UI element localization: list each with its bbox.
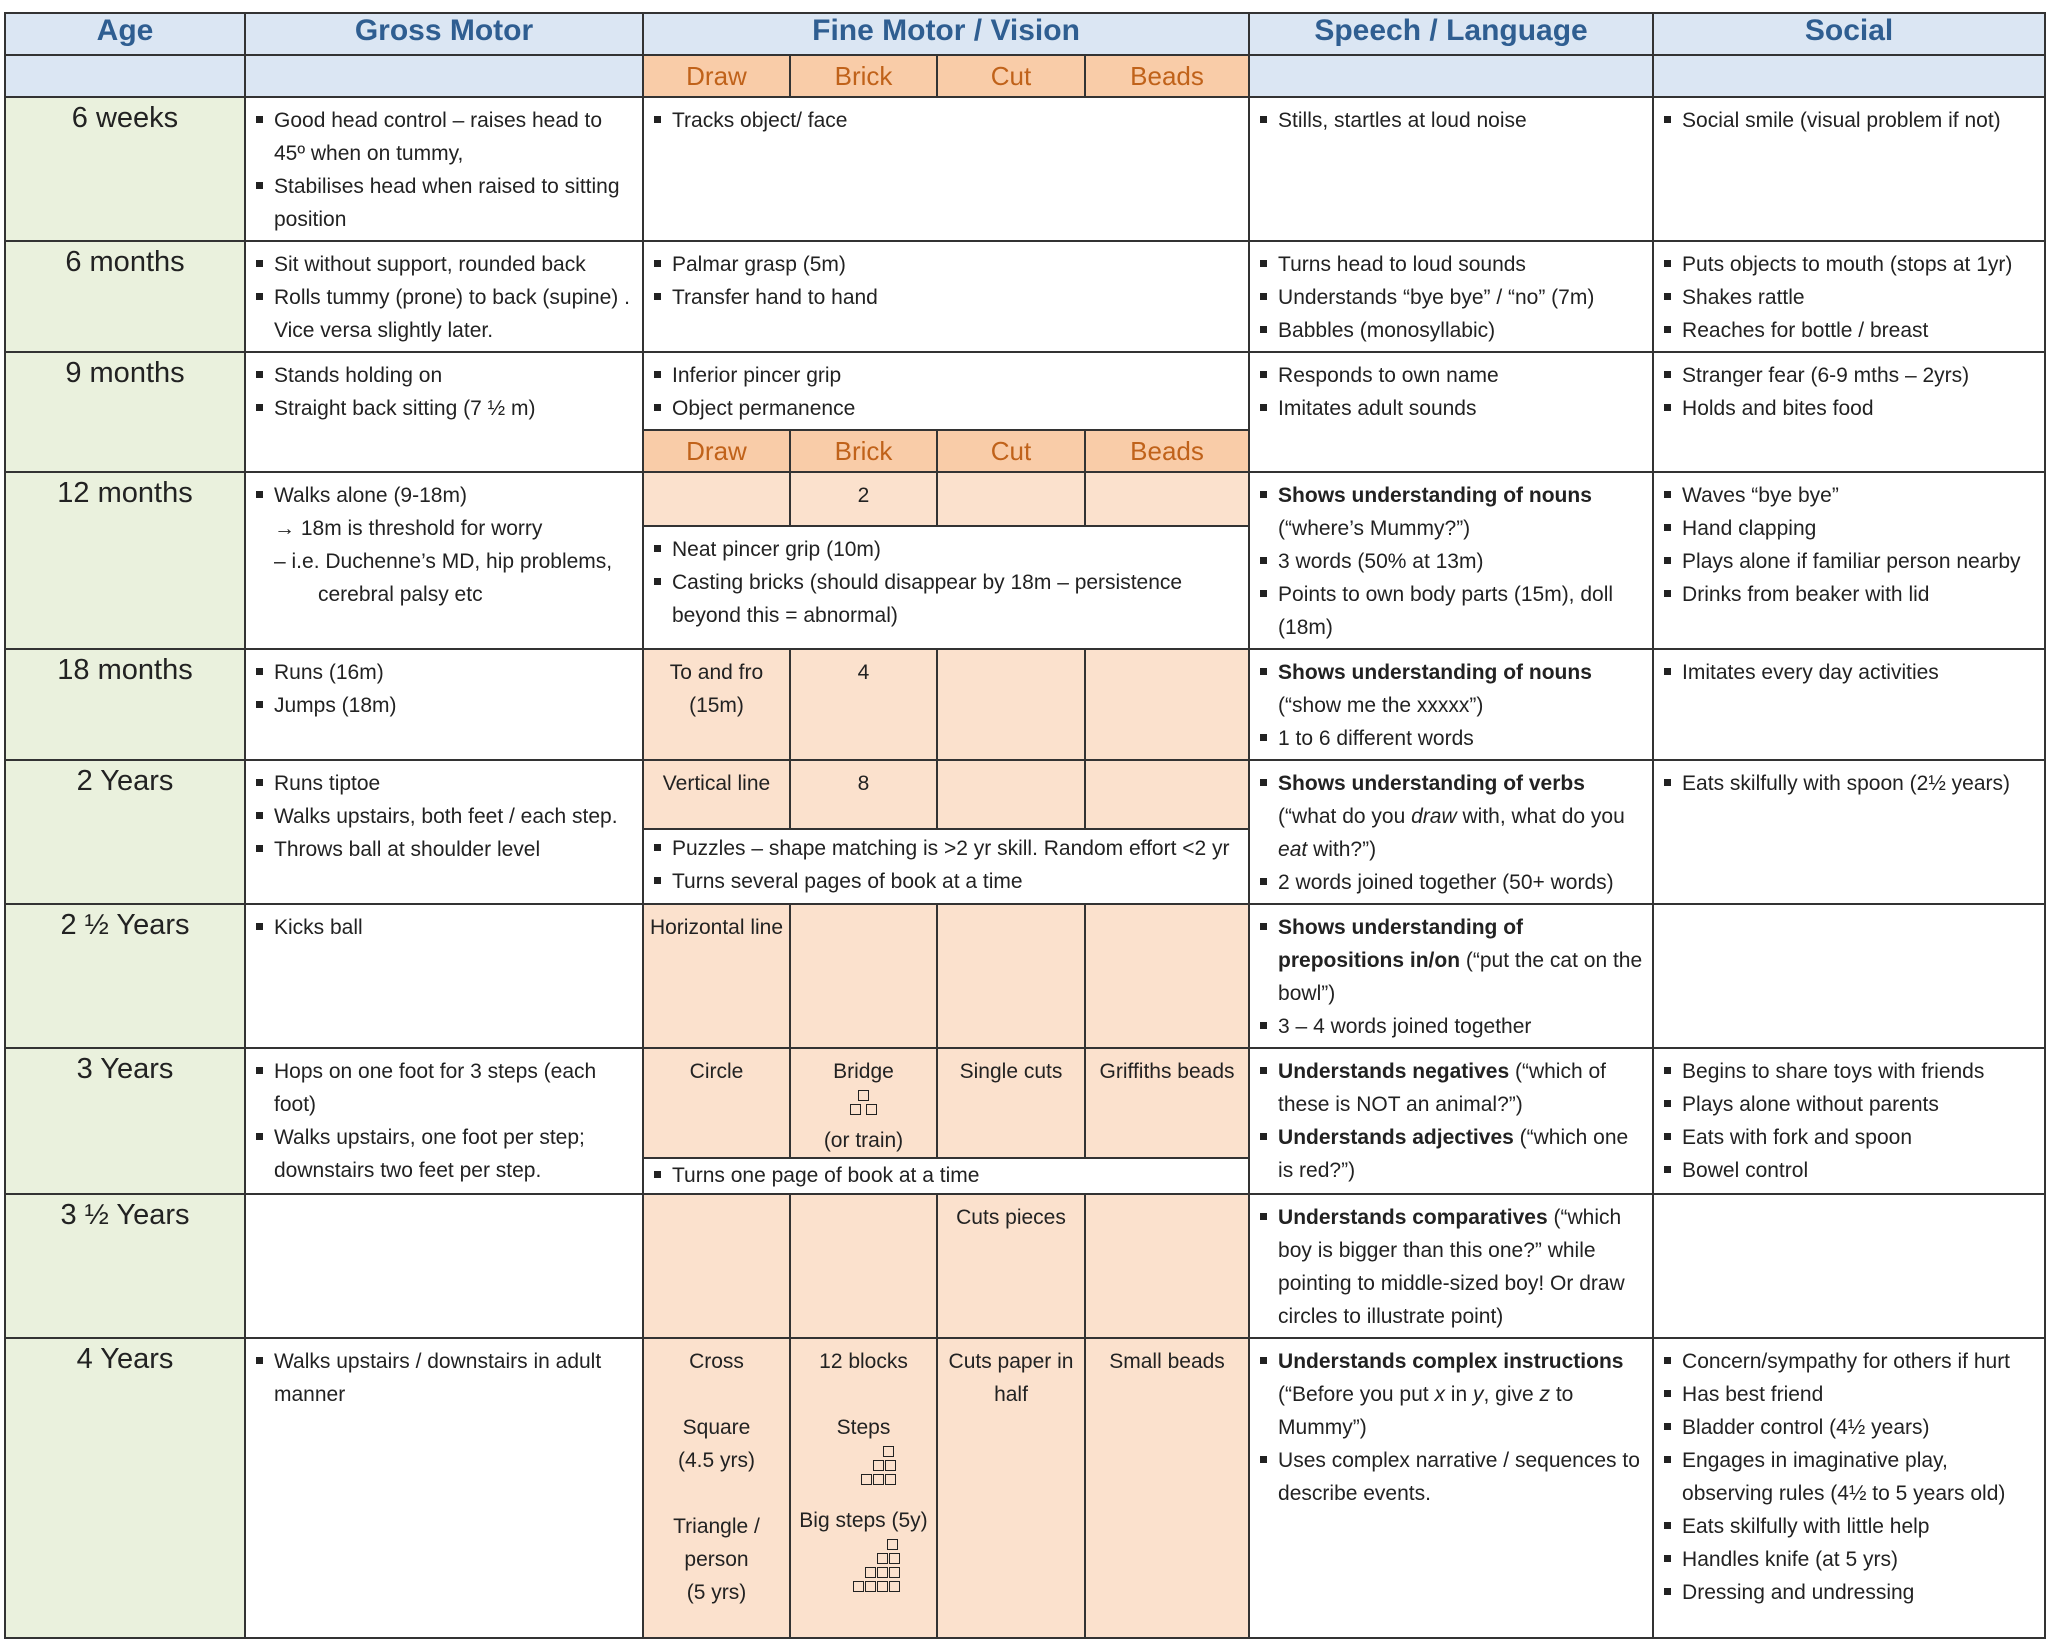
speech-emphasis: Shows understanding of nouns [1278,484,1592,507]
list-item: Puzzles – shape matching is >2 yr skill. Random effort <2 yr [654,832,1242,865]
steps-blocks-icon [849,1444,909,1494]
speech-emphasis: Understands comparatives [1278,1206,1548,1229]
list-item: Neat pincer grip (10m) [654,533,1242,566]
list-item: Puts objects to mouth (stops at 1yr) [1664,248,2038,281]
list-item: Uses complex narrative / sequences to describe events. [1260,1444,1646,1510]
subheader-brick: Brick [790,430,937,472]
beads-cell [1085,649,1249,760]
social-cell [1653,241,2045,352]
subheader-blank-gross [245,55,643,97]
brick-cell [790,904,937,1048]
list-item: Rolls tummy (prone) to back (supine) . Vice versa slightly later. [256,281,636,347]
speech-italic: x [1434,1383,1445,1406]
gross-cell [245,97,643,241]
list-item: Dressing and undressing [1664,1576,2038,1609]
list-item: Casting bricks (should disappear by 18m – persistence beyond this = abnormal) [654,566,1242,632]
list-item: Imitates every day activities [1664,656,2038,689]
note-text: → 18m is threshold for worry [274,517,543,540]
header-speech: Speech / Language [1249,13,1653,55]
speech-text: with?”) [1307,838,1377,861]
gross-cell [245,472,643,649]
list-item: Tracks object/ face [654,104,1242,137]
brick-label: (or train) [823,1129,904,1152]
list-item: Plays alone if familiar person nearby [1664,545,2038,578]
list-item [1260,1055,1646,1121]
list-item: Walks upstairs, one foot per step; downstairs two feet per step. [256,1121,636,1187]
list-item: Stranger fear (6-9 mths – 2yrs) [1664,359,2038,392]
speech-text: (“where’s Mummy?”) [1278,517,1471,540]
list-item: 3 words (50% at 13m) [1260,545,1646,578]
list-item: Drinks from beaker with lid [1664,578,2038,611]
list-item: Understands “bye bye” / “no” (7m) [1260,281,1646,314]
speech-cell [1249,1194,1653,1338]
row-3-years [5,1048,2045,1158]
brick-cell [790,1338,937,1638]
draw-cell [643,1194,790,1338]
gross-cell [245,241,643,352]
draw-label: Triangle / [673,1515,760,1538]
list-item: Engages in imaginative play, observing rules (4½ to 5 years old) [1664,1444,2038,1510]
note-text: – i.e. Duchenne’s MD, hip problems, [274,550,613,573]
list-item [1260,1121,1646,1187]
list-item [1260,767,1646,866]
beads-cell [1085,760,1249,829]
draw-label: Square [682,1416,751,1439]
speech-italic: y [1472,1383,1484,1406]
list-item: Walks upstairs / downstairs in adult manner [256,1345,636,1411]
age-cell: 2 Years [5,760,245,904]
beads-cell: Small beads [1085,1338,1249,1638]
row-18-months [5,649,2045,760]
cut-cell [937,904,1085,1048]
list-item: Kicks ball [256,911,636,944]
gross-cell [245,352,643,472]
list-item: Palmar grasp (5m) [654,248,1242,281]
list-item: Throws ball at shoulder level [256,833,636,866]
age-cell: 2 ½ Years [5,904,245,1048]
list-item: Holds and bites food [1664,392,2038,425]
cut-cell: Cuts pieces [937,1194,1085,1338]
draw-label: (5 yrs) [686,1581,747,1604]
list-item [1260,1201,1646,1333]
list-item: Object permanence [654,392,1242,425]
bridge-blocks-icon [844,1088,884,1118]
list-item: Turns several pages of book at a time [654,865,1242,898]
list-item: Good head control – raises head to 45º when on tummy, [256,104,636,170]
list-item: Bowel control [1664,1154,2038,1187]
brick-cell [790,1194,937,1338]
social-cell [1653,1194,2045,1338]
speech-emphasis: Understands negatives [1278,1060,1510,1083]
list-item: Stabilises head when raised to sitting position [256,170,636,236]
list-item [1260,479,1646,545]
subheader-draw: Draw [643,55,790,97]
draw-cell: Horizontal line [643,904,790,1048]
list-item [1260,1345,1646,1444]
cut-cell: Single cuts [937,1048,1085,1158]
draw-label: person [684,1548,749,1571]
age-cell: 3 ½ Years [5,1194,245,1338]
list-item: Stands holding on [256,359,636,392]
social-cell [1653,649,2045,760]
subheader-brick: Brick [790,55,937,97]
subheader-cut: Cut [937,55,1085,97]
gross-cell [245,1048,643,1194]
beads-cell [1085,1194,1249,1338]
draw-cell: Vertical line [643,760,790,829]
speech-emphasis: Shows understanding of nouns [1278,661,1592,684]
list-item: Waves “bye bye” [1664,479,2038,512]
header-fine-motor: Fine Motor / Vision [643,13,1249,55]
subheader-draw: Draw [643,430,790,472]
row-6-weeks [5,97,2045,241]
subheader-beads: Beads [1085,430,1249,472]
developmental-milestones-table [4,12,2046,1639]
age-cell: 18 months [5,649,245,760]
speech-text: (“which of these is NOT an animal?”) [1278,1060,1606,1116]
beads-cell: Griffiths beads [1085,1048,1249,1158]
gross-cell [245,760,643,904]
brick-cell: 2 [790,472,937,526]
speech-text: , give [1483,1383,1540,1406]
speech-cell [1249,649,1653,760]
list-item: Social smile (visual problem if not) [1664,104,2038,137]
row-4-years [5,1338,2045,1638]
list-item: Has best friend [1664,1378,2038,1411]
list-item: Bladder control (4½ years) [1664,1411,2038,1444]
list-item: Imitates adult sounds [1260,392,1646,425]
fine-cell [643,97,1249,241]
social-cell [1653,97,2045,241]
social-cell [1653,1338,2045,1638]
fine-cell [643,829,1249,904]
draw-cell [643,1338,790,1638]
speech-text: (“which one is red?”) [1278,1126,1629,1182]
list-item: Turns one page of book at a time [654,1159,1242,1192]
social-cell [1653,904,2045,1048]
big-steps-blocks-icon [839,1537,909,1611]
social-cell [1653,1048,2045,1194]
speech-italic: eat [1278,838,1308,861]
speech-text: (“what do you [1278,805,1412,828]
social-cell [1653,472,2045,649]
speech-cell [1249,472,1653,649]
speech-text: with, what do you [1456,805,1625,828]
row-12-months [5,472,2045,526]
list-item: Reaches for bottle / breast [1664,314,2038,347]
subheader-cut: Cut [937,430,1085,472]
list-item: Hops on one foot for 3 steps (each foot) [256,1055,636,1121]
social-cell [1653,352,2045,472]
speech-italic: z [1539,1383,1551,1406]
list-item: 3 – 4 words joined together [1260,1010,1646,1043]
draw-cell [643,472,790,526]
beads-cell [1085,472,1249,526]
brick-cell [790,1048,937,1158]
beads-cell [1085,904,1249,1048]
brick-label: 12 blocks [819,1350,908,1373]
speech-italic: draw [1411,805,1457,828]
list-item [1260,656,1646,722]
speech-text: (“which boy is bigger than this one?” while pointing to middle-sized boy! Or draw circles to illustrate point) [1278,1206,1625,1328]
speech-cell [1249,904,1653,1048]
list-item: Concern/sympathy for others if hurt [1664,1345,2038,1378]
header-age: Age [5,13,245,55]
fine-cell [643,526,1249,649]
fine-cell [643,241,1249,352]
header-social: Social [1653,13,2045,55]
speech-emphasis: Shows understanding of verbs [1278,772,1585,795]
draw-cell: Circle [643,1048,790,1158]
list-item: Eats skilfully with little help [1664,1510,2038,1543]
age-cell: 6 weeks [5,97,245,241]
list-item: Transfer hand to hand [654,281,1242,314]
list-item: Jumps (18m) [256,689,636,722]
cut-cell: Cuts paper in half [937,1338,1085,1638]
row-2-half-years [5,904,2045,1048]
age-cell: 12 months [5,472,245,649]
list-item: Plays alone without parents [1664,1088,2038,1121]
speech-text: to Mummy”) [1278,1383,1574,1439]
header-gross-motor: Gross Motor [245,13,643,55]
list-item: Eats with fork and spoon [1664,1121,2038,1154]
speech-emphasis: Understands complex instructions [1278,1350,1624,1373]
cut-cell [937,472,1085,526]
age-cell: 4 Years [5,1338,245,1638]
list-item: Stills, startles at loud noise [1260,104,1646,137]
draw-cell: To and fro (15m) [643,649,790,760]
age-cell: 3 Years [5,1048,245,1194]
list-item: Straight back sitting (7 ½ m) [256,392,636,425]
speech-cell [1249,1048,1653,1194]
gross-cell [245,1194,643,1338]
speech-text: (“put the cat on the bowl”) [1278,949,1643,1005]
age-cell: 9 months [5,352,245,472]
list-item: Runs tiptoe [256,767,636,800]
list-item: Babbles (monosyllabic) [1260,314,1646,347]
subheader-row [5,55,2045,97]
list-item: Sit without support, rounded back [256,248,636,281]
gross-cell [245,904,643,1048]
subheader-blank-age [5,55,245,97]
fine-cell [643,352,1249,430]
list-item: 2 words joined together (50+ words) [1260,866,1646,899]
speech-text: (“show me the xxxxx”) [1278,694,1484,717]
draw-label: Cross [689,1350,744,1373]
list-item: Runs (16m) [256,656,636,689]
speech-cell [1249,241,1653,352]
header-row [5,13,2045,55]
speech-text: (“Before you put [1278,1383,1435,1406]
list-item: Handles knife (at 5 yrs) [1664,1543,2038,1576]
subheader-beads: Beads [1085,55,1249,97]
cut-cell [937,760,1085,829]
cut-cell [937,649,1085,760]
draw-label: (4.5 yrs) [677,1449,755,1472]
speech-cell [1249,97,1653,241]
list-item: Eats skilfully with spoon (2½ years) [1664,767,2038,800]
speech-emphasis: Understands adjectives [1278,1126,1514,1149]
row-6-months [5,241,2045,352]
note-text: cerebral palsy etc [318,583,483,606]
brick-label: Bridge [833,1060,894,1083]
row-9-months [5,352,2045,430]
speech-text: in [1444,1383,1473,1406]
list-item: Walks upstairs, both feet / each step. [256,800,636,833]
list-item: Inferior pincer grip [654,359,1242,392]
brick-cell: 8 [790,760,937,829]
subheader-blank-social [1653,55,2045,97]
list-item: Shakes rattle [1664,281,2038,314]
list-item [1260,911,1646,1010]
speech-cell [1249,760,1653,904]
speech-emphasis: Shows understanding of prepositions in/on [1278,916,1524,972]
fine-cell [643,1158,1249,1194]
list-item: Responds to own name [1260,359,1646,392]
subheader-blank-speech [1249,55,1653,97]
list-item: Points to own body parts (15m), doll (18m) [1260,578,1646,644]
list-item: Begins to share toys with friends [1664,1055,2038,1088]
row-2-years [5,760,2045,829]
brick-label: Big steps (5y) [799,1509,928,1532]
list-item: Hand clapping [1664,512,2038,545]
speech-cell [1249,1338,1653,1638]
brick-label: Steps [836,1416,891,1439]
gross-cell [245,1338,643,1638]
list-item: 1 to 6 different words [1260,722,1646,755]
age-cell: 6 months [5,241,245,352]
row-3-half-years [5,1194,2045,1338]
social-cell [1653,760,2045,904]
gross-cell [245,649,643,760]
list-item: Walks alone (9-18m) [256,479,636,512]
speech-cell [1249,352,1653,472]
brick-cell: 4 [790,649,937,760]
list-item: Turns head to loud sounds [1260,248,1646,281]
